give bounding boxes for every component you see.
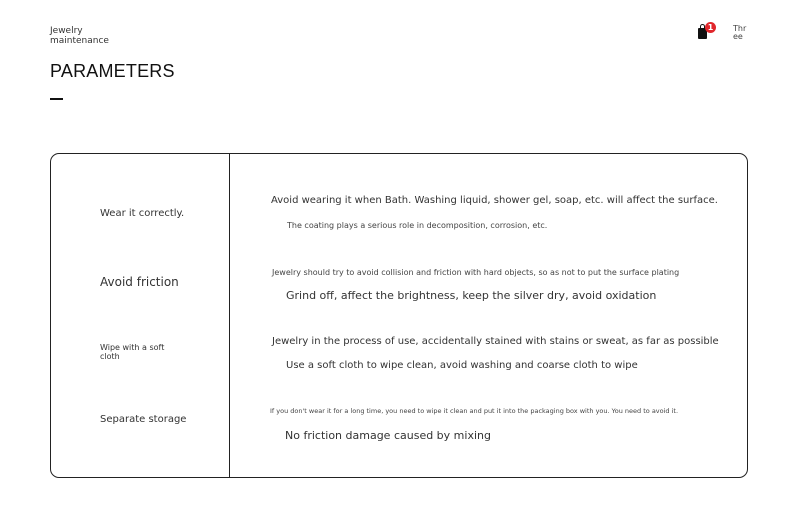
- row-label-wear: Wear it correctly.: [100, 208, 185, 219]
- row-text: Jewelry in the process of use, accidentally stained with stains or sweat, as far as possible: [272, 336, 719, 347]
- row-text: Use a soft cloth to wipe clean, avoid washing and coarse cloth to wipe: [286, 360, 638, 371]
- row-text: No friction damage caused by mixing: [285, 429, 491, 442]
- cart-count-badge: 1: [705, 22, 716, 33]
- brand-label: Jewelry maintenance: [50, 26, 109, 46]
- title-underline: [50, 98, 63, 100]
- row-text: Avoid wearing it when Bath. Washing liquid, shower gel, soap, etc. will affect the surface.: [271, 195, 718, 206]
- column-divider: [229, 153, 230, 478]
- cart-button[interactable]: [696, 22, 718, 44]
- row-text: If you don't wear it for a long time, you need to wipe it clean and put it into the packaging box with you. You need to avoid it.: [270, 407, 679, 415]
- row-label-friction: Avoid friction: [100, 275, 179, 289]
- row-text: The coating plays a serious role in decomposition, corrosion, etc.: [287, 221, 548, 230]
- row-label-storage: Separate storage: [100, 414, 187, 425]
- row-text: Grind off, affect the brightness, keep the silver dry, avoid oxidation: [286, 289, 657, 302]
- row-text: Jewelry should try to avoid collision and friction with hard objects, so as not to put the surface plating: [272, 268, 680, 277]
- row-label-wipe: Wipe with a soft cloth: [100, 343, 165, 361]
- page-title: PARAMETERS: [50, 61, 175, 81]
- cart-label[interactable]: Three: [733, 24, 747, 41]
